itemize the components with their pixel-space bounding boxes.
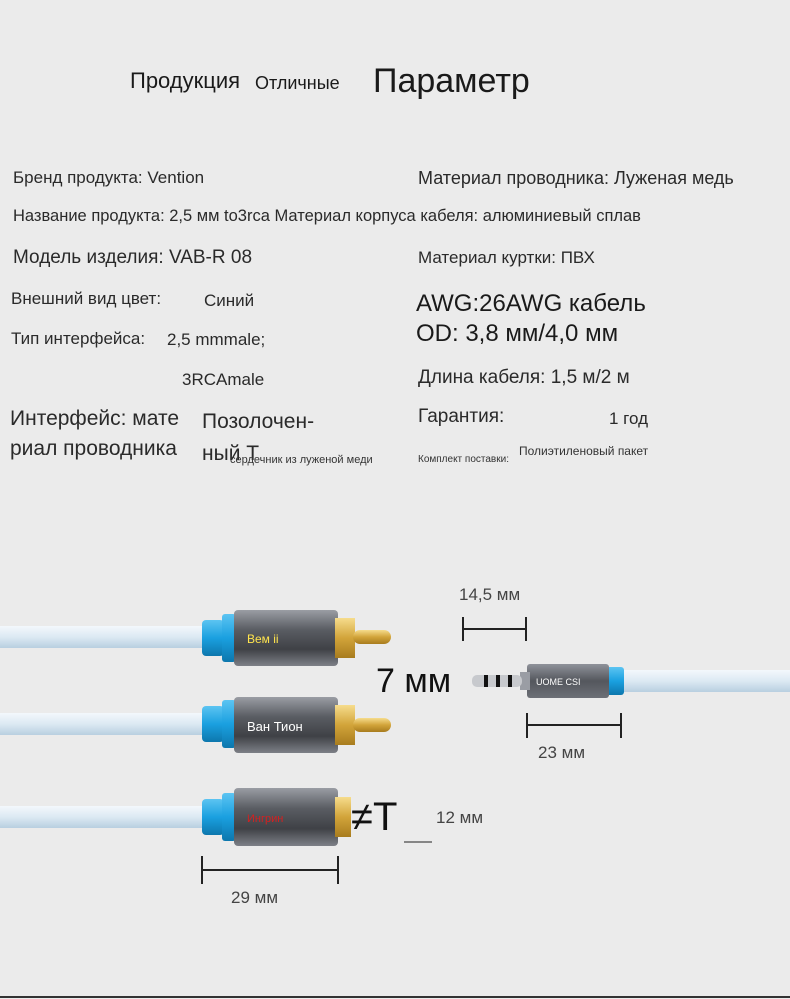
- spec-package-value: Полиэтиленовый пакет: [519, 444, 649, 458]
- dim-12: 12 мм: [436, 808, 484, 827]
- spec-interface-conductor-1: Интерфейс: мате: [10, 407, 180, 430]
- dim-23: 23 мм: [538, 743, 586, 762]
- spec-tinned-core: сердечник из луженой меди: [230, 454, 373, 466]
- jack-label: UOME CSI: [536, 677, 581, 687]
- spec-package-label: Комплект поставки:: [418, 454, 509, 465]
- params-heading: Параметр: [373, 62, 530, 100]
- excellent-heading: Отличные: [255, 73, 340, 93]
- dim-12-symbol: ≠T: [351, 795, 398, 839]
- spec-interface-type-value1: 2,5 mmmale;: [167, 330, 266, 349]
- spec-color-value: Синий: [204, 291, 255, 310]
- rca3-label: Ингрин: [247, 813, 284, 825]
- spec-cable-length: Длина кабеля: 1,5 м/2 м: [418, 367, 630, 388]
- spec-brand: Бренд продукта: Vention: [13, 168, 205, 187]
- rca-plug-1: [0, 610, 391, 666]
- rca2-label: Ван Тион: [247, 719, 303, 734]
- rca1-label: Вем ii: [247, 632, 279, 646]
- rca-plug-3: [0, 788, 351, 846]
- spec-awg: AWG:26AWG кабель: [416, 290, 646, 317]
- bottom-divider: [0, 996, 790, 998]
- spec-warranty-value: 1 год: [609, 409, 649, 428]
- dim-29: 29 мм: [231, 888, 279, 907]
- dim-14-5: 14,5 мм: [459, 585, 521, 604]
- rca-plug-2: [0, 697, 391, 753]
- cable-diagram: [0, 540, 790, 960]
- spec-od: OD: 3,8 мм/4,0 мм: [416, 320, 619, 347]
- spec-interface-conductor-2: риал проводника: [10, 437, 177, 460]
- spec-interface-type-label: Тип интерфейса:: [11, 329, 146, 348]
- spec-conductor-material: Материал проводника: Луженая медь: [418, 168, 734, 188]
- spec-interface-type-value2: 3RCAmale: [182, 370, 265, 389]
- jack-plug: [472, 664, 790, 698]
- spec-product-name: Название продукта: 2,5 мм to3rca Материал корпуса кабеля: алюминиевый сплав: [13, 207, 641, 225]
- spec-plated-2: ный Т: [202, 442, 260, 465]
- dim-7: 7 мм: [376, 662, 452, 700]
- spec-color-label: Внешний вид цвет:: [11, 289, 162, 308]
- spec-plated-1: Позолочен-: [202, 410, 315, 433]
- spec-jacket-material: Материал куртки: ПВХ: [418, 248, 595, 267]
- spec-warranty-label: Гарантия:: [418, 406, 505, 427]
- products-heading: Продукция: [130, 68, 241, 93]
- spec-model: Модель изделия: VAB-R 08: [13, 247, 253, 268]
